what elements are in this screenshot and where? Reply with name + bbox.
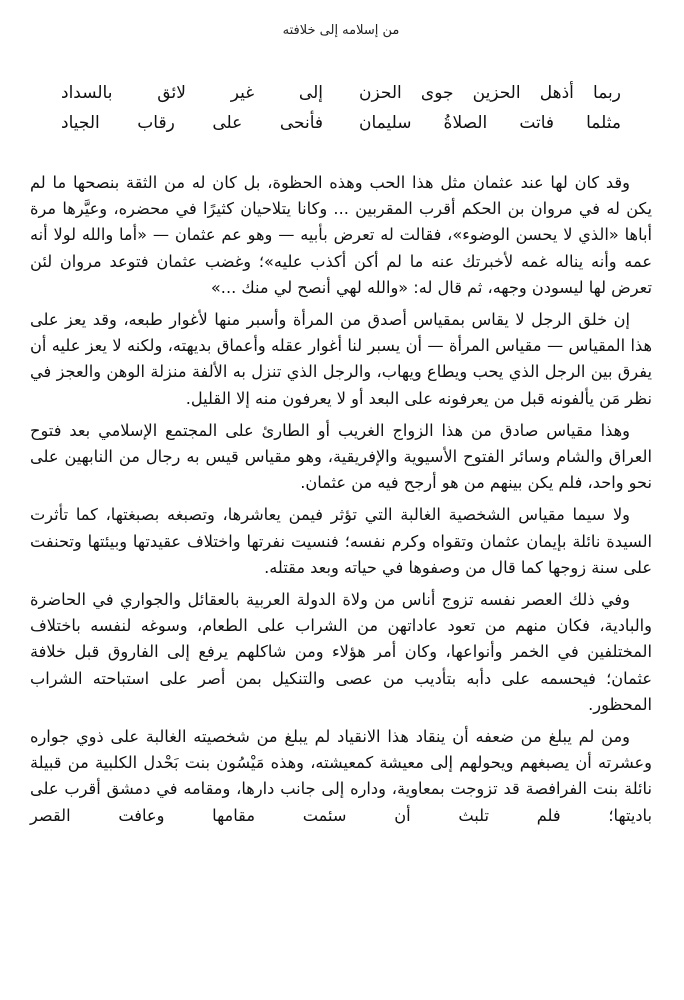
paragraph: ومن لم يبلغ من ضعفه أن ينقاد هذا الانقياد لم يبلغ من شخصيته الغالبة على ذوي جواره وعشرته أن يصبغهم ويحولهم إلى معيشة كمعيشته، وهذه مَيْسُون بنت بَحْدل الكلبية من قبيلة نائلة بنت الفرافصة قد تزوجت بمعاوية، وداره إلى جانب دارها، ومقامه في دمشق أقرب على باديتها؛ فلم تلبث أن سئمت مقامها وعافت القصر (30, 727, 652, 825)
running-header: من إسلامه إلى خلافته (282, 23, 400, 38)
poem-verse (61, 108, 621, 138)
poem-second-hemistich: إلى غير لائق بالسداد (61, 83, 323, 103)
poem-first-hemistich: مثلما فاتت الصلاةُ سليمان (359, 113, 621, 133)
poem (61, 78, 621, 138)
paragraph: وفي ذلك العصر نفسه تزوج أناس من ولاة الدولة العربية بالعقائل والجواري في الحاضرة والبادية، فكان منهم من تعود عاداتهن من الشراب على الطعام، وسوغه لنفسه باختلاف المختلفين في الخمر وأنواعها، وكان أمر هؤلاء ومن شاكلهم يرفع إلى الفاروق قبل خلافة عثمان؛ فيحسمه على دأبه بتأديب من عصى والتنكيل بمن أصر على استباحته الشراب المحظور. (30, 590, 652, 714)
paragraph: ولا سيما مقياس الشخصية الغالبة التي تؤثر فيمن يعاشرها، وتصبغه بصبغتها، كما تأثرت السيدة نائلة بإيمان عثمان وتقواه وكرم نفسه؛ فنسيت نفرتها واختلاف عقيدتها وبيئتها وتحنفت على سنة زوجها كما قال من وصفوها في حياته وبعد مقتله. (30, 505, 652, 577)
poem-verse (61, 78, 621, 108)
body-text (30, 170, 652, 829)
poem-second-hemistich: فأنحى على رقاب الجياد (61, 113, 323, 133)
paragraph: وقد كان لها عند عثمان مثل هذا الحب وهذه الحظوة، بل كان له من الثقة بنصحها ما لم يكن له في مروان بن الحكم أقرب المقربين ... وكانا يتلاحيان كثيرًا في محضره، وعيَّرها مرة أباها «الذي لا يحسن الوضوء»، فقالت له تعرض بأبيه — وهو عم عثمان — «أما والله لولا أنه عمه وأنه يناله غمه لأخبرتك عنه ما لم أكن أكذب عليه»؛ وغضب عثمان فتوعد مروان لئن تعرض لها ليسودن وجهه، ثم قال له: «والله لهي أنصح لي منك ...» (30, 173, 652, 297)
paragraph: وهذا مقياس صادق من هذا الزواج الغريب أو الطارئ على المجتمع الإسلامي بعد فتوح العراق والشام وسائر الفتوح الأسيوية والإفريقية، وهو مقياس قيس به رجال من النابهين على نحو واحد، فلم يكن بينهم من هو أرجح فيه من عثمان. (30, 420, 652, 493)
poem-first-hemistich: ربما أذهل الحزين جوى الحزن (359, 83, 621, 103)
paragraph: إن خلق الرجل لا يقاس بمقياس أصدق من المرأة وأسبر منها لأغوار طبعه، وقد يعز على هذا المقياس — مقياس المرأة — أن يسبر لنا أغوار عقله وأعماق بديهته، ولكنه لا يعز عليه أن يفرق بين الرجل الذي يحب ويطاع ويهاب، والرجل الذي تنزل به الألفة منزلة الوهن والعجز في نظر مَن يألفونه قبل من يعرفونه على البعد أو لا يعرفون منه إلا القليل. (30, 310, 652, 408)
